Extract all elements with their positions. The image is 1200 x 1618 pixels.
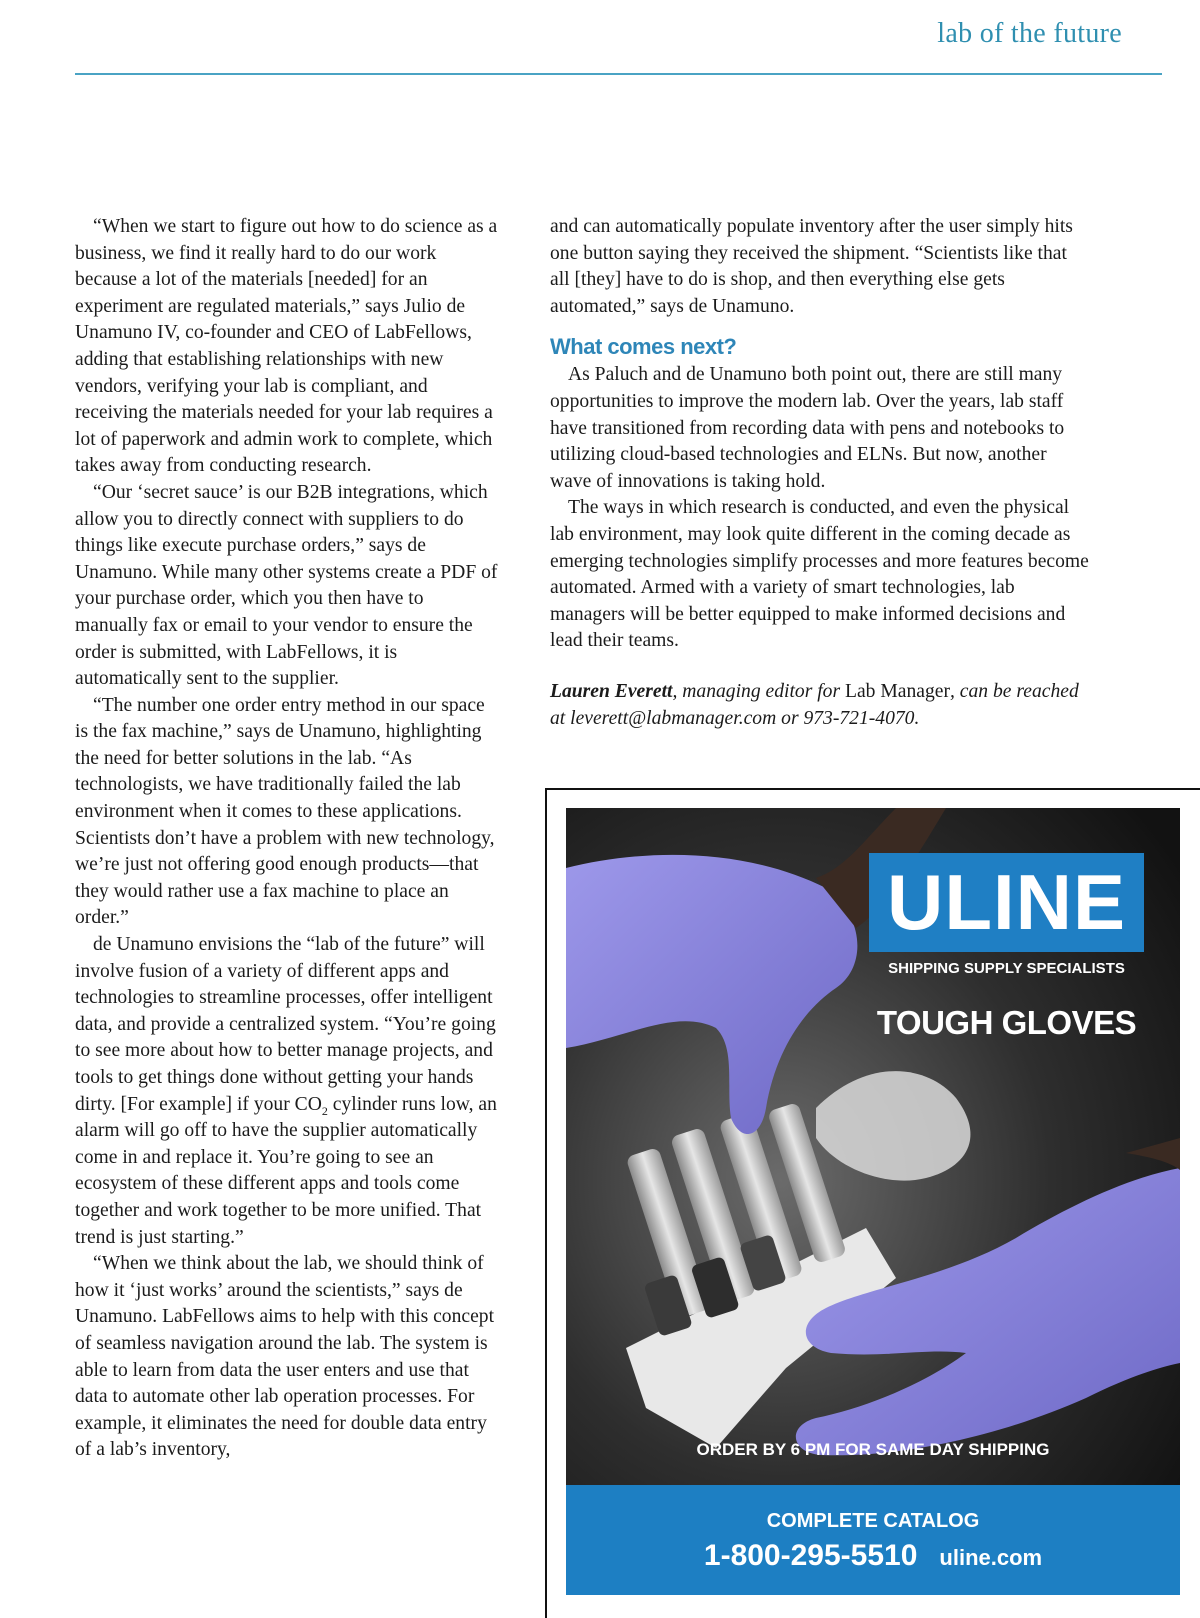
paragraph: As Paluch and de Unamuno both point out, there are still many opportunities to improve the modern lab. Over the years, lab staff have transitioned from recording data with pens and notebooks to utilizing cloud-based technologies and ELNs. But now, another wave of innovations is taking hold. [550, 364, 1065, 492]
article-right-column [550, 214, 1090, 732]
author-name: Lauren Everett [550, 680, 673, 702]
subscript: 2 [321, 1103, 328, 1118]
paragraph: The ways in which research is conducted, and even the physical lab environment, may look quite different in the coming decade as emerging technologies simplify processes and more features become automated. Armed with a variety of smart technologies, lab managers will be better equipped to make informed decisions and lead their teams. [550, 497, 1089, 652]
section-subhead: What comes next? [550, 334, 737, 360]
uline-logo: ULINE [869, 853, 1144, 952]
paragraph: “The number one order entry method in our space is the fax machine,” says de Unamuno, highlighting the need for better solutions in the lab. “As technologists, we have traditionally failed the lab environment when it comes to these applications. Scientists don’t have a problem with new technology, we’re just not offering good enough products—that they would rather use a fax machine to place an order.” [75, 694, 495, 929]
ad-contact-line [566, 1539, 1180, 1573]
paragraph-text: de Unamuno envisions the “lab of the future” will involve fusion of a variety of different apps and technologies to streamline processes, offer intelligent data, and provide a centralized system. “You’re going to see more about how to better manage projects, and tools to get things done without getting your hands dirty. [For example] if your CO [75, 934, 496, 1115]
ad-contact-band [566, 1485, 1180, 1595]
header-rule [75, 73, 1162, 75]
ad-catalog-label: COMPLETE CATALOG [766, 1510, 980, 1532]
ad-tagline: SHIPPING SUPPLY SPECIALISTS [888, 960, 1125, 977]
ad-headline: TOUGH GLOVES [876, 1004, 1137, 1041]
paragraph-text: cylinder runs low, an alarm will go off to have the supplier automatically come in and replace it. You’re going to see an ecosystem of these different apps and tools come together and work together to be more unified. That trend is just starting.” [75, 1093, 497, 1248]
author-role: , managing editor for [672, 680, 845, 702]
paragraph: and can automatically populate inventory after the user simply hits one button saying they received the shipment. “Scientists like that all [they] have to do is shop, and then everything else gets automated,” says de Unamuno. [550, 216, 1073, 317]
running-head: lab of the future [937, 18, 1122, 49]
paragraph: “When we think about the lab, we should think of how it ‘just works’ around the scientists,” says de Unamuno. LabFellows aims to help with this concept of seamless navigation around the lab. The system is able to learn from data the user enters and use that data to automate other lab operation processes. For example, it eliminates the need for double data entry of a lab’s inventory, [75, 1253, 495, 1461]
publication-name: Lab Manager [845, 680, 950, 702]
paragraph [75, 932, 501, 1251]
article-left-column [75, 214, 501, 1464]
author-byline [550, 679, 1090, 732]
ad-phone-number[interactable]: 1-800-295-5510 [703, 1539, 918, 1572]
paragraph: “Our ‘secret sauce’ is our B2B integrations, which allow you to directly connect with suppliers to do things like execute purchase orders,” says de Unamuno. While many other systems create a PDF of your purchase order, which you then have to manually fax or email to your vendor to ensure the order is submitted, with LabFellows, it is automatically sent to the supplier. [75, 481, 498, 690]
ad-order-line: ORDER BY 6 PM FOR SAME DAY SHIPPING [696, 1440, 1050, 1459]
paragraph: “When we start to figure out how to do science as a business, we find it really hard to do our work because a lot of the materials [needed] for an experiment are regulated materials,” says Julio de Unamuno IV, co-founder and CEO of LabFellows, adding that establishing relationships with new vendors, verifying your lab is compliant, and receiving the materials needed for your lab requires a lot of paperwork and admin work to complete, which takes away from conducting research. [75, 216, 498, 477]
author-contact: , can be reached at leverett@labmanager.com or 973-721-4070. [550, 680, 1079, 729]
uline-advertisement[interactable] [566, 808, 1180, 1595]
ad-website-link[interactable]: uline.com [939, 1545, 1043, 1570]
